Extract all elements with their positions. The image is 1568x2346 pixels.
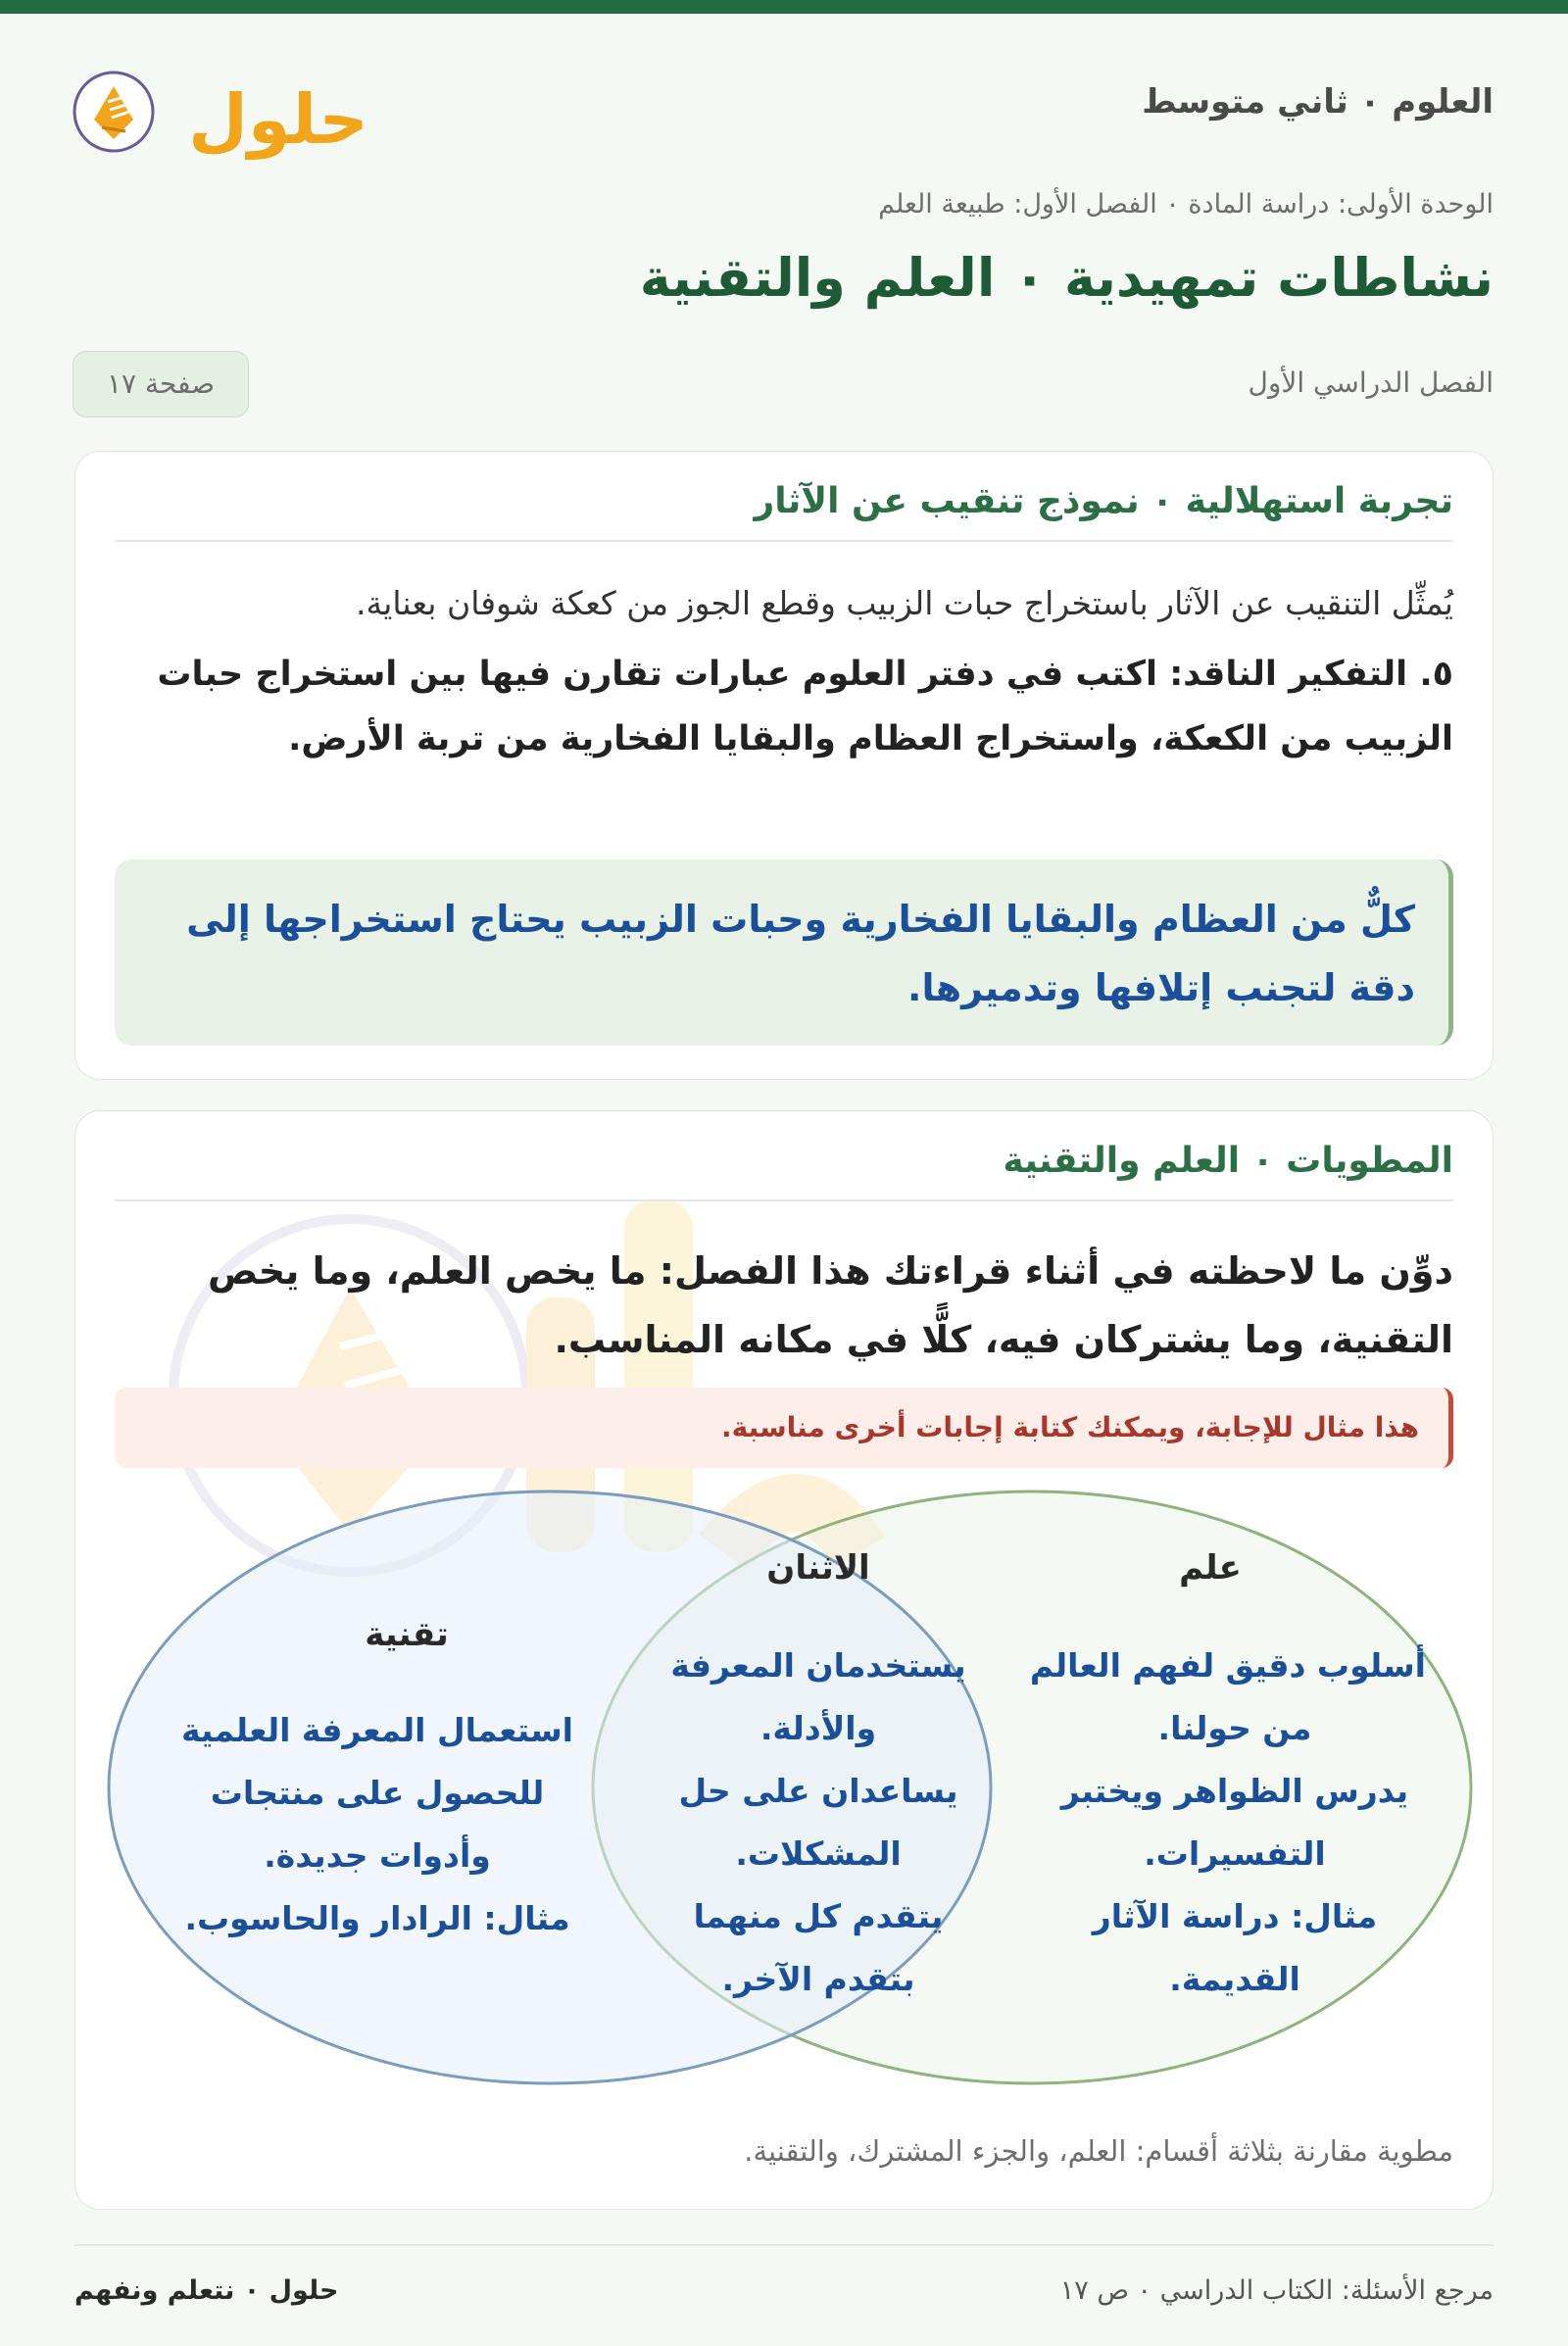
exploration-card [74,451,1494,1080]
venn-technology-text [172,1699,583,1950]
venn-science-line: القديمة. [1169,1960,1300,1998]
example-note: هذا مثال للإجابة، ويمكنك كتابة إجابات أخرى مناسبة. [115,1388,1453,1468]
venn-both-line: بتقدم الآخر. [721,1960,915,1998]
venn-label-both: الاثنان [766,1548,870,1588]
foldable-prompt: دوِّن ما لاحظته في أثناء قراءتك هذا الفصل: ما يخص العلم، وما يخص التقنية، وما يشتركان فيه، كلًّا في مكانه المناسب. [207,1249,1453,1361]
foldable-card [74,1110,1494,2210]
venn-technology-line: للحصول على منتجات [210,1774,545,1812]
venn-both-line: المشكلات. [735,1834,902,1873]
subject-label: العلوم ٠ ثاني متوسط [1142,82,1494,122]
book-icon [74,73,153,151]
critical-thinking-question: ٥. التفكير الناقد: اكتب في دفتر العلوم عبارات تقارن فيها بين استخراج حبات الزبيب من الكعكة، واستخراج العظام والبقايا الفخارية من تربة الأرض. [157,655,1453,758]
logo-text: حلول [188,79,368,160]
foldable-caption: مطوية مقارنة بثلاثة أقسام: العلم، والجزء المشترك، والتقنية. [744,2134,1453,2168]
venn-science-line: يدرس الظواهر ويختبر [1060,1772,1409,1810]
top-accent-bar [0,0,1568,14]
venn-technology-line: وأدوات جديدة. [264,1836,491,1875]
footer-brand[interactable]: حلول ٠ نتعلم ونفهم [74,2275,339,2306]
venn-science-line: مثال: دراسة الآثار [1092,1897,1378,1935]
venn-diagram [113,1493,1457,2101]
venn-science-line: التفسيرات. [1144,1834,1326,1873]
hulul-logo[interactable] [73,59,368,167]
venn-label-technology: تقنية [365,1615,449,1654]
venn-both-text [642,1635,995,2011]
answer-box: كلٌّ من العظام والبقايا الفخارية وحبات الزبيب يحتاج استخراجها إلى دقة لتجنب إتلافها وتدميرها. [115,859,1453,1046]
venn-both-line: يساعدان على حل [678,1772,958,1810]
venn-technology-line: استعمال المعرفة العلمية [181,1711,573,1749]
venn-both-line: والأدلة. [760,1709,877,1747]
venn-both-line: يستخدمان المعرفة [670,1646,966,1685]
page-number-badge[interactable]: صفحة ١٧ [73,351,249,417]
footer-divider [74,2244,1494,2246]
semester-label: الفصل الدراسي الأول [1248,367,1494,399]
venn-science-text [1029,1635,1426,2011]
page-title: نشاطات تمهيدية ٠ العلم والتقنية [639,247,1494,309]
venn-technology-line: مثال: الرادار والحاسوب. [184,1899,570,1937]
exploration-intro: يُمثِّل التنقيب عن الآثار باستخراج حبات الزبيب وقطع الجوز من كعكة شوفان بعناية. [356,584,1453,622]
venn-both-line: يتقدم كل منهما [693,1897,944,1935]
foldable-title: المطويات ٠ العلم والتقنية [115,1141,1453,1201]
exploration-title: تجربة استهلالية ٠ نموذج تنقيب عن الآثار [115,481,1453,542]
venn-science-line: أسلوب دقيق لفهم العالم [1029,1646,1426,1685]
breadcrumb: الوحدة الأولى: دراسة المادة ٠ الفصل الأول: طبيعة العلم [878,189,1494,220]
venn-label-science: علم [1179,1548,1242,1588]
footer-reference: مرجع الأسئلة: الكتاب الدراسي ٠ ص ١٧ [1059,2275,1494,2306]
venn-science-line: من حولنا. [1157,1709,1312,1747]
